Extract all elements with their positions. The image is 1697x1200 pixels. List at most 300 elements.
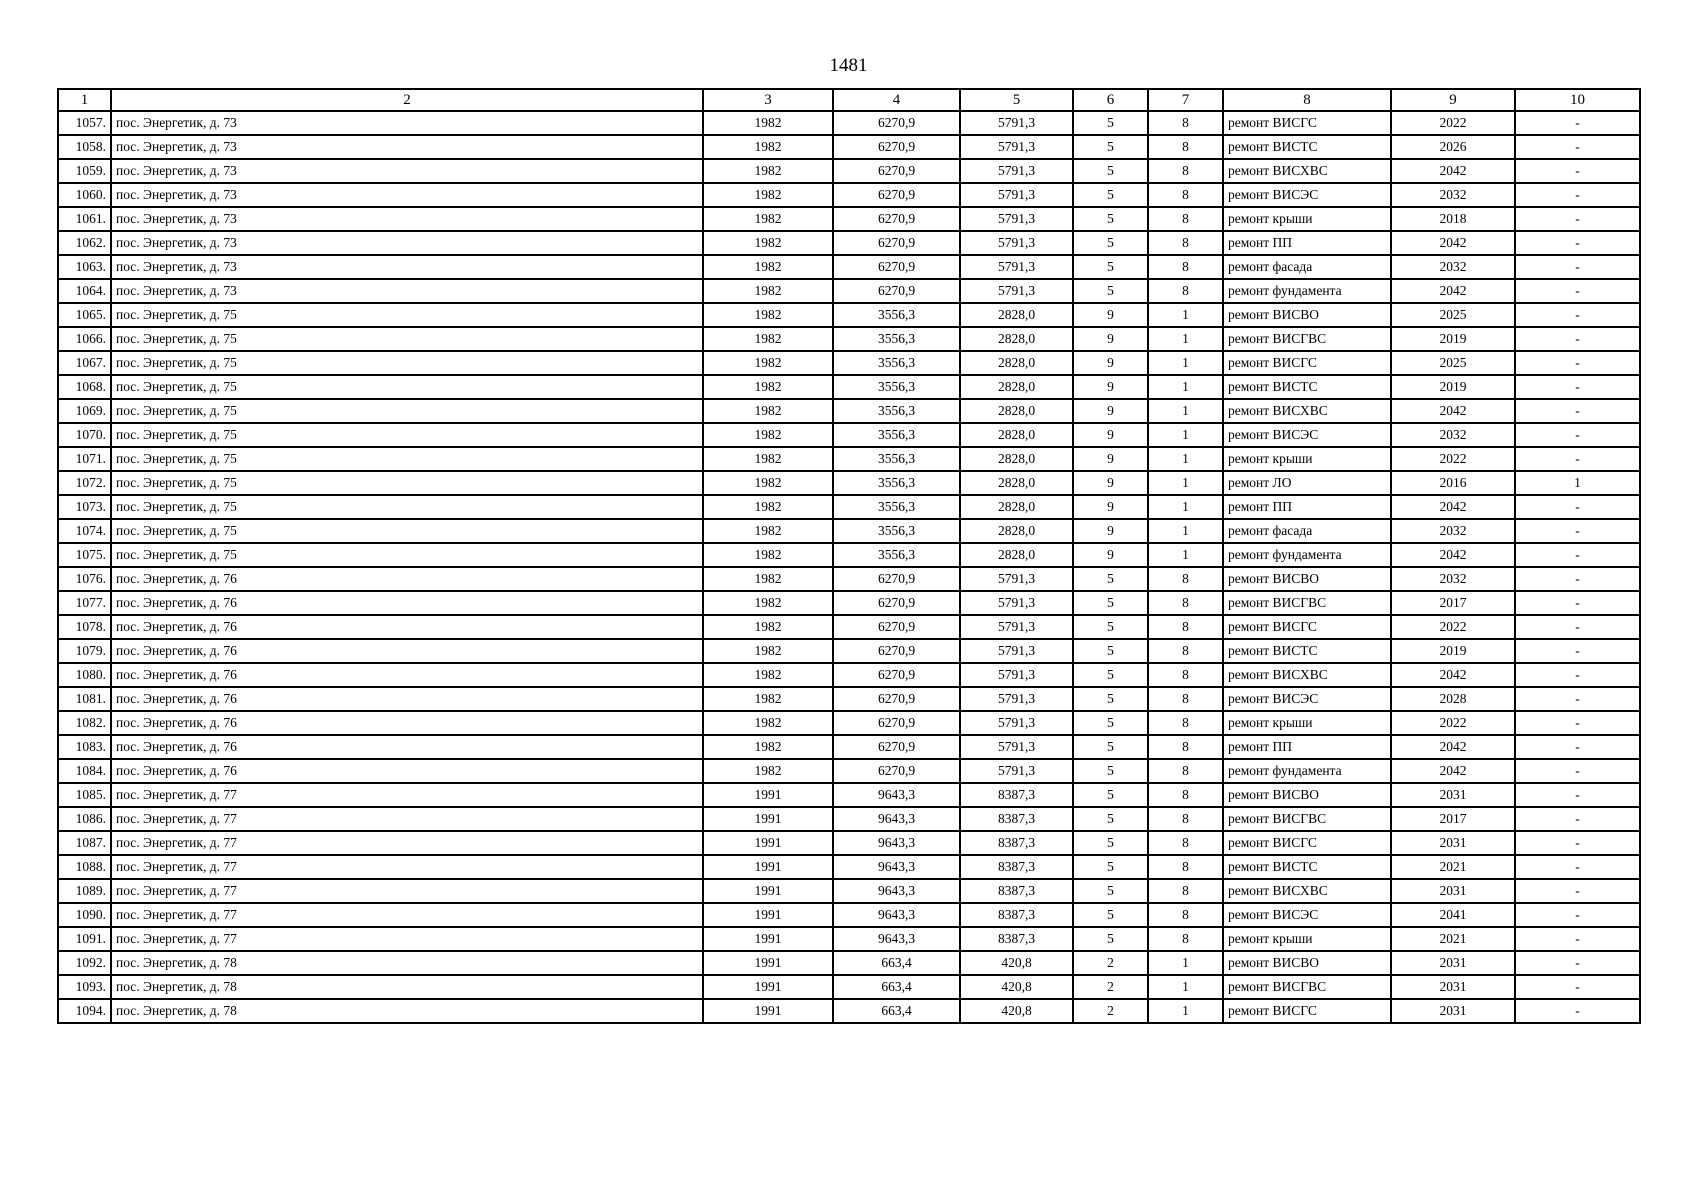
work-type-cell: ремонт ВИСХВС [1223, 159, 1391, 183]
total-area-cell: 3556,3 [833, 495, 960, 519]
address-cell: пос. Энергетик, д. 76 [111, 687, 703, 711]
planned-year-cell: 2032 [1391, 183, 1515, 207]
work-type-cell: ремонт ВИСВО [1223, 303, 1391, 327]
total-area-cell: 9643,3 [833, 807, 960, 831]
col10-cell: - [1515, 327, 1640, 351]
year-cell: 1982 [703, 183, 833, 207]
total-area-cell: 6270,9 [833, 759, 960, 783]
work-type-cell: ремонт ВИСЭС [1223, 423, 1391, 447]
work-type-cell: ремонт ВИСЭС [1223, 183, 1391, 207]
planned-year-cell: 2022 [1391, 711, 1515, 735]
year-cell: 1991 [703, 855, 833, 879]
year-cell: 1982 [703, 567, 833, 591]
floors-cell: 5 [1073, 639, 1148, 663]
column-header: 8 [1223, 89, 1391, 111]
table-row [58, 375, 1640, 399]
entrances-cell: 8 [1148, 735, 1223, 759]
column-header: 5 [960, 89, 1073, 111]
living-area-cell: 2828,0 [960, 471, 1073, 495]
column-header: 3 [703, 89, 833, 111]
work-type-cell: ремонт ЛО [1223, 471, 1391, 495]
table-row [58, 399, 1640, 423]
work-type-cell: ремонт ВИСГС [1223, 615, 1391, 639]
living-area-cell: 2828,0 [960, 327, 1073, 351]
address-cell: пос. Энергетик, д. 76 [111, 639, 703, 663]
col10-cell: - [1515, 495, 1640, 519]
entrances-cell: 8 [1148, 135, 1223, 159]
data-table [57, 88, 1641, 1024]
floors-cell: 2 [1073, 975, 1148, 999]
address-cell: пос. Энергетик, д. 76 [111, 711, 703, 735]
table-row [58, 615, 1640, 639]
floors-cell: 5 [1073, 231, 1148, 255]
total-area-cell: 9643,3 [833, 927, 960, 951]
address-cell: пос. Энергетик, д. 73 [111, 231, 703, 255]
address-cell: пос. Энергетик, д. 77 [111, 807, 703, 831]
planned-year-cell: 2016 [1391, 471, 1515, 495]
living-area-cell: 5791,3 [960, 615, 1073, 639]
planned-year-cell: 2031 [1391, 831, 1515, 855]
entrances-cell: 8 [1148, 183, 1223, 207]
header-row [58, 89, 1640, 111]
floors-cell: 5 [1073, 591, 1148, 615]
total-area-cell: 3556,3 [833, 351, 960, 375]
row-number-cell: 1072. [58, 471, 111, 495]
entrances-cell: 8 [1148, 927, 1223, 951]
row-number-cell: 1093. [58, 975, 111, 999]
floors-cell: 5 [1073, 783, 1148, 807]
year-cell: 1982 [703, 471, 833, 495]
row-number-cell: 1066. [58, 327, 111, 351]
col10-cell: - [1515, 807, 1640, 831]
row-number-cell: 1080. [58, 663, 111, 687]
row-number-cell: 1059. [58, 159, 111, 183]
planned-year-cell: 2042 [1391, 735, 1515, 759]
row-number-cell: 1084. [58, 759, 111, 783]
floors-cell: 9 [1073, 351, 1148, 375]
col10-cell: - [1515, 951, 1640, 975]
col10-cell: - [1515, 615, 1640, 639]
work-type-cell: ремонт ВИСТС [1223, 135, 1391, 159]
total-area-cell: 6270,9 [833, 567, 960, 591]
table-row [58, 663, 1640, 687]
address-cell: пос. Энергетик, д. 75 [111, 471, 703, 495]
planned-year-cell: 2042 [1391, 759, 1515, 783]
row-number-cell: 1091. [58, 927, 111, 951]
floors-cell: 5 [1073, 567, 1148, 591]
work-type-cell: ремонт ВИСГВС [1223, 591, 1391, 615]
work-type-cell: ремонт ВИСХВС [1223, 399, 1391, 423]
col10-cell: - [1515, 639, 1640, 663]
planned-year-cell: 2026 [1391, 135, 1515, 159]
row-number-cell: 1073. [58, 495, 111, 519]
address-cell: пос. Энергетик, д. 75 [111, 303, 703, 327]
work-type-cell: ремонт ВИСХВС [1223, 663, 1391, 687]
work-type-cell: ремонт ВИСТС [1223, 375, 1391, 399]
entrances-cell: 8 [1148, 807, 1223, 831]
work-type-cell: ремонт ПП [1223, 495, 1391, 519]
table-row [58, 111, 1640, 135]
address-cell: пос. Энергетик, д. 78 [111, 999, 703, 1023]
living-area-cell: 5791,3 [960, 279, 1073, 303]
floors-cell: 2 [1073, 999, 1148, 1023]
floors-cell: 5 [1073, 159, 1148, 183]
living-area-cell: 8387,3 [960, 831, 1073, 855]
col10-cell: - [1515, 735, 1640, 759]
planned-year-cell: 2031 [1391, 999, 1515, 1023]
column-header: 4 [833, 89, 960, 111]
living-area-cell: 5791,3 [960, 159, 1073, 183]
year-cell: 1982 [703, 663, 833, 687]
total-area-cell: 6270,9 [833, 159, 960, 183]
work-type-cell: ремонт ПП [1223, 735, 1391, 759]
work-type-cell: ремонт крыши [1223, 711, 1391, 735]
row-number-cell: 1075. [58, 543, 111, 567]
row-number-cell: 1094. [58, 999, 111, 1023]
year-cell: 1982 [703, 639, 833, 663]
col10-cell: - [1515, 183, 1640, 207]
floors-cell: 9 [1073, 423, 1148, 447]
row-number-cell: 1083. [58, 735, 111, 759]
work-type-cell: ремонт ВИСВО [1223, 951, 1391, 975]
floors-cell: 9 [1073, 543, 1148, 567]
total-area-cell: 6270,9 [833, 183, 960, 207]
total-area-cell: 3556,3 [833, 471, 960, 495]
address-cell: пос. Энергетик, д. 73 [111, 255, 703, 279]
entrances-cell: 8 [1148, 831, 1223, 855]
living-area-cell: 5791,3 [960, 711, 1073, 735]
planned-year-cell: 2025 [1391, 303, 1515, 327]
address-cell: пос. Энергетик, д. 75 [111, 327, 703, 351]
floors-cell: 2 [1073, 951, 1148, 975]
address-cell: пос. Энергетик, д. 76 [111, 663, 703, 687]
work-type-cell: ремонт ВИСЭС [1223, 903, 1391, 927]
floors-cell: 9 [1073, 471, 1148, 495]
address-cell: пос. Энергетик, д. 76 [111, 735, 703, 759]
planned-year-cell: 2042 [1391, 159, 1515, 183]
work-type-cell: ремонт ВИСЭС [1223, 687, 1391, 711]
floors-cell: 5 [1073, 759, 1148, 783]
planned-year-cell: 2032 [1391, 423, 1515, 447]
total-area-cell: 9643,3 [833, 903, 960, 927]
table-row [58, 159, 1640, 183]
work-type-cell: ремонт крыши [1223, 927, 1391, 951]
year-cell: 1982 [703, 135, 833, 159]
col10-cell: - [1515, 711, 1640, 735]
floors-cell: 5 [1073, 183, 1148, 207]
col10-cell: - [1515, 351, 1640, 375]
entrances-cell: 1 [1148, 495, 1223, 519]
floors-cell: 5 [1073, 903, 1148, 927]
entrances-cell: 1 [1148, 303, 1223, 327]
table-row [58, 567, 1640, 591]
address-cell: пос. Энергетик, д. 77 [111, 879, 703, 903]
total-area-cell: 3556,3 [833, 447, 960, 471]
year-cell: 1982 [703, 375, 833, 399]
address-cell: пос. Энергетик, д. 76 [111, 759, 703, 783]
living-area-cell: 2828,0 [960, 303, 1073, 327]
table-row [58, 855, 1640, 879]
col10-cell: - [1515, 831, 1640, 855]
work-type-cell: ремонт крыши [1223, 447, 1391, 471]
planned-year-cell: 2021 [1391, 927, 1515, 951]
col10-cell: - [1515, 687, 1640, 711]
planned-year-cell: 2019 [1391, 375, 1515, 399]
planned-year-cell: 2042 [1391, 663, 1515, 687]
table-row [58, 879, 1640, 903]
year-cell: 1982 [703, 423, 833, 447]
column-header: 7 [1148, 89, 1223, 111]
work-type-cell: ремонт ВИСХВС [1223, 879, 1391, 903]
total-area-cell: 3556,3 [833, 327, 960, 351]
address-cell: пос. Энергетик, д. 75 [111, 495, 703, 519]
floors-cell: 9 [1073, 519, 1148, 543]
planned-year-cell: 2031 [1391, 951, 1515, 975]
col10-cell: - [1515, 663, 1640, 687]
living-area-cell: 420,8 [960, 951, 1073, 975]
page-number: 1481 [829, 55, 868, 76]
table-row [58, 591, 1640, 615]
planned-year-cell: 2042 [1391, 495, 1515, 519]
work-type-cell: ремонт ВИСГВС [1223, 807, 1391, 831]
floors-cell: 9 [1073, 447, 1148, 471]
year-cell: 1982 [703, 447, 833, 471]
col10-cell: 1 [1515, 471, 1640, 495]
address-cell: пос. Энергетик, д. 73 [111, 159, 703, 183]
table-row [58, 183, 1640, 207]
planned-year-cell: 2028 [1391, 687, 1515, 711]
total-area-cell: 6270,9 [833, 231, 960, 255]
planned-year-cell: 2042 [1391, 399, 1515, 423]
total-area-cell: 9643,3 [833, 879, 960, 903]
year-cell: 1982 [703, 111, 833, 135]
address-cell: пос. Энергетик, д. 75 [111, 543, 703, 567]
total-area-cell: 6270,9 [833, 207, 960, 231]
row-number-cell: 1070. [58, 423, 111, 447]
col10-cell: - [1515, 135, 1640, 159]
living-area-cell: 2828,0 [960, 351, 1073, 375]
work-type-cell: ремонт фундамента [1223, 279, 1391, 303]
living-area-cell: 8387,3 [960, 903, 1073, 927]
year-cell: 1991 [703, 975, 833, 999]
row-number-cell: 1092. [58, 951, 111, 975]
row-number-cell: 1085. [58, 783, 111, 807]
living-area-cell: 5791,3 [960, 567, 1073, 591]
year-cell: 1991 [703, 999, 833, 1023]
table-row [58, 543, 1640, 567]
work-type-cell: ремонт фундамента [1223, 759, 1391, 783]
total-area-cell: 3556,3 [833, 399, 960, 423]
col10-cell: - [1515, 999, 1640, 1023]
work-type-cell: ремонт фасада [1223, 519, 1391, 543]
living-area-cell: 8387,3 [960, 879, 1073, 903]
floors-cell: 5 [1073, 831, 1148, 855]
floors-cell: 5 [1073, 687, 1148, 711]
year-cell: 1991 [703, 807, 833, 831]
year-cell: 1982 [703, 159, 833, 183]
entrances-cell: 8 [1148, 567, 1223, 591]
work-type-cell: ремонт ВИСТС [1223, 639, 1391, 663]
col10-cell: - [1515, 207, 1640, 231]
entrances-cell: 8 [1148, 615, 1223, 639]
floors-cell: 5 [1073, 735, 1148, 759]
row-number-cell: 1086. [58, 807, 111, 831]
row-number-cell: 1061. [58, 207, 111, 231]
year-cell: 1982 [703, 231, 833, 255]
col10-cell: - [1515, 879, 1640, 903]
table-row [58, 903, 1640, 927]
entrances-cell: 1 [1148, 519, 1223, 543]
table-row [58, 447, 1640, 471]
table-row [58, 495, 1640, 519]
planned-year-cell: 2042 [1391, 279, 1515, 303]
col10-cell: - [1515, 255, 1640, 279]
table-row [58, 327, 1640, 351]
col10-cell: - [1515, 927, 1640, 951]
planned-year-cell: 2022 [1391, 447, 1515, 471]
col10-cell: - [1515, 903, 1640, 927]
column-header: 6 [1073, 89, 1148, 111]
col10-cell: - [1515, 543, 1640, 567]
entrances-cell: 8 [1148, 783, 1223, 807]
living-area-cell: 5791,3 [960, 255, 1073, 279]
floors-cell: 5 [1073, 927, 1148, 951]
col10-cell: - [1515, 783, 1640, 807]
year-cell: 1982 [703, 303, 833, 327]
year-cell: 1991 [703, 831, 833, 855]
address-cell: пос. Энергетик, д. 76 [111, 567, 703, 591]
address-cell: пос. Энергетик, д. 76 [111, 615, 703, 639]
total-area-cell: 6270,9 [833, 279, 960, 303]
table-row [58, 831, 1640, 855]
planned-year-cell: 2022 [1391, 615, 1515, 639]
col10-cell: - [1515, 975, 1640, 999]
planned-year-cell: 2031 [1391, 975, 1515, 999]
planned-year-cell: 2031 [1391, 879, 1515, 903]
address-cell: пос. Энергетик, д. 75 [111, 375, 703, 399]
work-type-cell: ремонт ВИСГС [1223, 111, 1391, 135]
planned-year-cell: 2018 [1391, 207, 1515, 231]
table-row [58, 423, 1640, 447]
floors-cell: 5 [1073, 711, 1148, 735]
row-number-cell: 1058. [58, 135, 111, 159]
col10-cell: - [1515, 375, 1640, 399]
row-number-cell: 1082. [58, 711, 111, 735]
row-number-cell: 1089. [58, 879, 111, 903]
year-cell: 1982 [703, 255, 833, 279]
total-area-cell: 6270,9 [833, 111, 960, 135]
total-area-cell: 9643,3 [833, 783, 960, 807]
planned-year-cell: 2025 [1391, 351, 1515, 375]
row-number-cell: 1063. [58, 255, 111, 279]
col10-cell: - [1515, 231, 1640, 255]
address-cell: пос. Энергетик, д. 73 [111, 183, 703, 207]
year-cell: 1982 [703, 735, 833, 759]
work-type-cell: ремонт ПП [1223, 231, 1391, 255]
row-number-cell: 1078. [58, 615, 111, 639]
year-cell: 1982 [703, 495, 833, 519]
address-cell: пос. Энергетик, д. 78 [111, 951, 703, 975]
living-area-cell: 420,8 [960, 999, 1073, 1023]
living-area-cell: 8387,3 [960, 855, 1073, 879]
living-area-cell: 8387,3 [960, 927, 1073, 951]
row-number-cell: 1057. [58, 111, 111, 135]
entrances-cell: 8 [1148, 687, 1223, 711]
year-cell: 1991 [703, 783, 833, 807]
planned-year-cell: 2032 [1391, 519, 1515, 543]
col10-cell: - [1515, 303, 1640, 327]
row-number-cell: 1062. [58, 231, 111, 255]
address-cell: пос. Энергетик, д. 73 [111, 279, 703, 303]
table-row [58, 735, 1640, 759]
table-row [58, 927, 1640, 951]
entrances-cell: 8 [1148, 639, 1223, 663]
floors-cell: 5 [1073, 855, 1148, 879]
column-header: 1 [58, 89, 111, 111]
column-header: 2 [111, 89, 703, 111]
table-row [58, 975, 1640, 999]
table-row [58, 687, 1640, 711]
living-area-cell: 5791,3 [960, 591, 1073, 615]
address-cell: пос. Энергетик, д. 77 [111, 831, 703, 855]
floors-cell: 5 [1073, 135, 1148, 159]
entrances-cell: 8 [1148, 879, 1223, 903]
total-area-cell: 663,4 [833, 999, 960, 1023]
table-row [58, 351, 1640, 375]
total-area-cell: 6270,9 [833, 687, 960, 711]
col10-cell: - [1515, 567, 1640, 591]
address-cell: пос. Энергетик, д. 75 [111, 399, 703, 423]
row-number-cell: 1087. [58, 831, 111, 855]
table-row [58, 711, 1640, 735]
work-type-cell: ремонт ВИСТС [1223, 855, 1391, 879]
address-cell: пос. Энергетик, д. 78 [111, 975, 703, 999]
total-area-cell: 6270,9 [833, 135, 960, 159]
work-type-cell: ремонт ВИСГВС [1223, 327, 1391, 351]
living-area-cell: 2828,0 [960, 423, 1073, 447]
living-area-cell: 5791,3 [960, 183, 1073, 207]
entrances-cell: 1 [1148, 543, 1223, 567]
table-row [58, 255, 1640, 279]
address-cell: пос. Энергетик, д. 75 [111, 519, 703, 543]
table-row [58, 759, 1640, 783]
entrances-cell: 1 [1148, 471, 1223, 495]
col10-cell: - [1515, 399, 1640, 423]
living-area-cell: 5791,3 [960, 111, 1073, 135]
entrances-cell: 8 [1148, 591, 1223, 615]
floors-cell: 9 [1073, 399, 1148, 423]
total-area-cell: 6270,9 [833, 711, 960, 735]
col10-cell: - [1515, 423, 1640, 447]
year-cell: 1982 [703, 207, 833, 231]
entrances-cell: 8 [1148, 111, 1223, 135]
address-cell: пос. Энергетик, д. 77 [111, 903, 703, 927]
total-area-cell: 6270,9 [833, 639, 960, 663]
entrances-cell: 8 [1148, 711, 1223, 735]
year-cell: 1982 [703, 279, 833, 303]
total-area-cell: 9643,3 [833, 831, 960, 855]
year-cell: 1982 [703, 711, 833, 735]
total-area-cell: 6270,9 [833, 615, 960, 639]
work-type-cell: ремонт ВИСВО [1223, 567, 1391, 591]
total-area-cell: 6270,9 [833, 591, 960, 615]
column-header: 10 [1515, 89, 1640, 111]
year-cell: 1991 [703, 951, 833, 975]
year-cell: 1982 [703, 759, 833, 783]
entrances-cell: 8 [1148, 663, 1223, 687]
floors-cell: 9 [1073, 303, 1148, 327]
planned-year-cell: 2022 [1391, 111, 1515, 135]
